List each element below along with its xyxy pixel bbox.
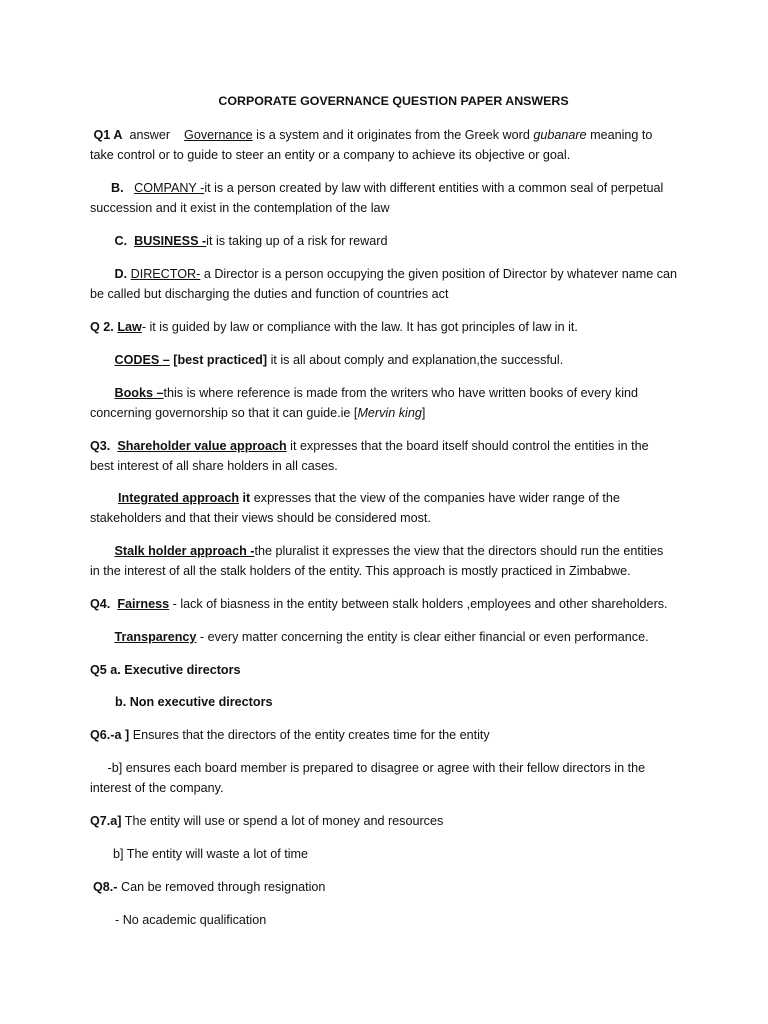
greek-word: gubanare: [533, 128, 587, 142]
answer-text: it: [239, 491, 251, 505]
answer-transparency: [90, 627, 684, 647]
term-integrated-approach: Integrated approach: [118, 491, 240, 505]
term-governance: Governance: [184, 128, 253, 142]
answer-text: it is taking up of a risk for reward: [206, 234, 388, 248]
term-stalk-holder-approach: Stalk holder approach -: [114, 544, 255, 558]
answer-integrated: [90, 488, 684, 528]
answer-text: expresses that the view of the companies have wider range of the: [250, 491, 620, 505]
answer-text: is a system and it originates from the Greek word: [252, 128, 534, 142]
question-label: Q 2.: [90, 320, 114, 334]
term-transparency: Transparency: [114, 630, 197, 644]
answer-q5b: b. Non executive directors: [115, 695, 273, 709]
answer-text: - every matter concerning the entity is clear either financial or even performance.: [196, 630, 649, 644]
question-label: Q7.a]: [90, 814, 122, 828]
term-codes: CODES –: [114, 353, 170, 367]
answer-text: - it is guided by law or compliance with the law. It has got principles of law in it.: [141, 320, 578, 334]
answer-text: -b] ensures each board member is prepared to disagree or agree with their fellow directors in the: [107, 761, 646, 775]
answer-q8: [93, 877, 687, 897]
answer-text: concerning governorship so that it can guide.ie [: [90, 406, 358, 420]
question-label: Q4.: [90, 597, 111, 611]
question-label: Q3.: [90, 439, 111, 453]
answer-text: stakeholders and that their views should be considered most.: [90, 511, 431, 525]
answer-text: it expresses that the board itself should control the entities in the: [286, 439, 649, 453]
answer-text: interest of the company.: [90, 781, 224, 795]
answer-text: ]: [421, 406, 426, 420]
answer-q7a: [90, 811, 684, 831]
term-law: Law: [117, 320, 142, 334]
answer-q1c: [90, 231, 684, 251]
question-label: Q6.-a ]: [90, 728, 130, 742]
answer-text: take control or to guide to steer an entity or a company to achieve its objective or goal.: [90, 148, 571, 162]
answer-text: Can be removed through resignation: [117, 880, 326, 894]
term-company: COMPANY -: [134, 181, 205, 195]
answer-books: [90, 383, 684, 423]
question-label: B.: [111, 181, 124, 195]
bracket-note: [best practiced]: [169, 353, 268, 367]
answer-q4: [90, 594, 684, 614]
answer-q1a: [90, 125, 684, 165]
answer-text: - lack of biasness in the entity between stalk holders ,employees and other shareholders.: [169, 597, 668, 611]
answer-text: it is all about comply and explanation,the successful.: [267, 353, 564, 367]
question-label: Q8.-: [93, 880, 118, 894]
answer-text: meaning to: [586, 128, 653, 142]
answer-text: be called but discharging the duties and function of countries act: [90, 287, 449, 301]
answer-word: answer: [129, 128, 171, 142]
term-business: BUSINESS -: [134, 234, 207, 248]
answer-q2: [90, 317, 684, 337]
answer-stalk-holder: [90, 541, 684, 581]
question-label: D.: [114, 267, 128, 281]
answer-text: best interest of all share holders in all cases.: [90, 459, 338, 473]
answer-text: The entity will use or spend a lot of money and resources: [121, 814, 444, 828]
answer-q1b: [90, 178, 684, 218]
answer-text: a Director is a person occupying the given position of Director by whatever name can: [200, 267, 678, 281]
term-fairness: Fairness: [117, 597, 170, 611]
term-director: DIRECTOR-: [130, 267, 201, 281]
answer-q7b: b] The entity will waste a lot of time: [113, 847, 309, 861]
answer-codes: [90, 350, 684, 370]
question-label: Q1 A: [93, 128, 123, 142]
answer-text: in the interest of all the stalk holders of the entity. This approach is mostly practiced in Zimbabwe.: [90, 564, 631, 578]
answer-q6a: [90, 725, 684, 745]
answer-text: Ensures that the directors of the entity creates time for the entity: [129, 728, 490, 742]
answer-text: this is where reference is made from the writers who have written books of every kind: [163, 386, 639, 400]
author-name: Mervin king: [357, 406, 422, 420]
answer-q3: [90, 436, 684, 476]
question-label: C.: [114, 234, 128, 248]
answer-text: succession and it exist in the contemplation of the law: [90, 201, 390, 215]
answer-q5a: Q5 a. Executive directors: [90, 663, 241, 677]
answer-q1d: [90, 264, 684, 304]
answer-q8b: - No academic qualification: [115, 913, 267, 927]
term-shareholder-value: Shareholder value approach: [117, 439, 287, 453]
answer-text: it is a person created by law with different entities with a common seal of perpetual: [204, 181, 664, 195]
answer-q6b: [90, 758, 684, 798]
document-title: CORPORATE GOVERNANCE QUESTION PAPER ANSWERS: [218, 94, 569, 108]
term-books: Books –: [114, 386, 164, 400]
answer-text: the pluralist it expresses the view that the directors should run the entities: [254, 544, 664, 558]
